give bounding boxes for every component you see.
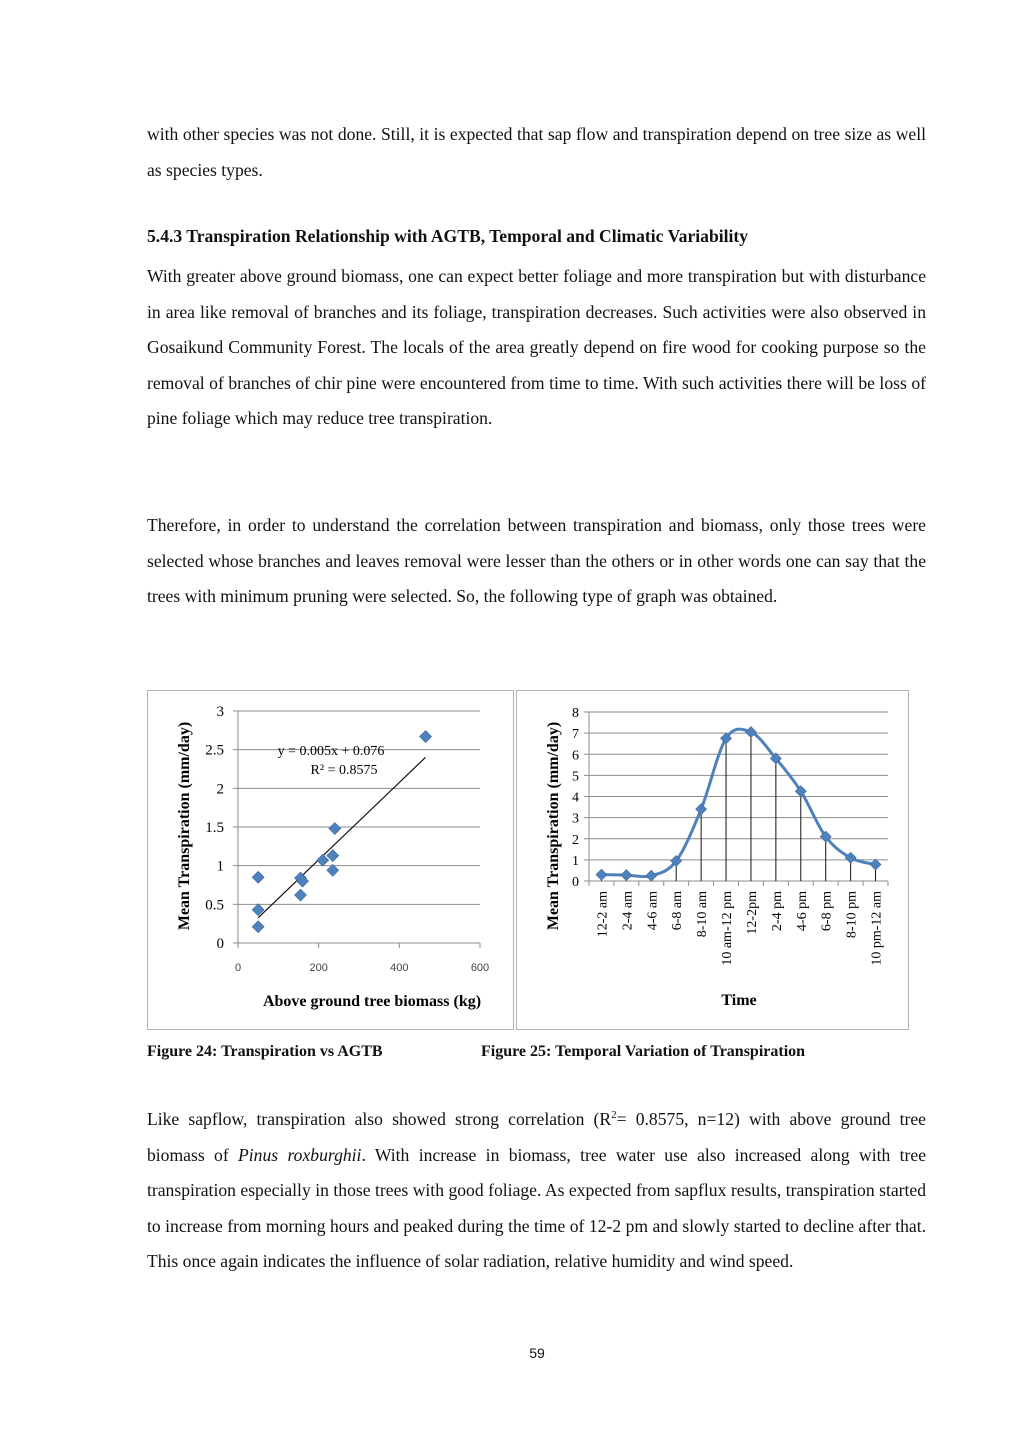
species-name: Pinus roxburghii — [238, 1144, 362, 1165]
x-tick-label: 400 — [390, 962, 409, 974]
page-number: 59 — [529, 1345, 545, 1361]
y-tick-label: 2 — [572, 832, 579, 848]
y-tick-label: 1.5 — [205, 820, 224, 836]
x-category-label: 2-4 pm — [769, 891, 785, 932]
paragraph-biomass: With greater above ground biomass, one can expect better foliage and more transpiration but with disturbance in area like removal of branches and its foliage, transpiration decreases. Such activities were also observed in Gosaikund Community Forest. The locals of the area greatly depend on fire wood for cooking purpose so the removal of branches of chir pine were encountered from time to time. With such activities there will be loss of pine foliage which may reduce tree transpiration. — [147, 266, 926, 429]
y-tick-label: 1 — [216, 858, 224, 875]
x-category-label: 2-4 am — [620, 891, 636, 931]
data-point — [252, 871, 264, 883]
figure-25-chart — [516, 690, 909, 1030]
data-point — [295, 889, 307, 901]
data-point — [696, 804, 707, 815]
x-category-label: 6-8 pm — [819, 891, 835, 932]
x-category-label: 12-2pm — [744, 891, 760, 935]
data-point — [646, 870, 657, 881]
x-tick-label: 0 — [234, 962, 242, 974]
x-tick-label: 600 — [470, 962, 490, 974]
section-heading: 5.4.3 Transpiration Relationship with AGTB, Temporal and Climatic Variability — [147, 226, 749, 246]
y-tick-label: 8 — [572, 706, 579, 721]
r-squared-superscript: 2 — [611, 1109, 617, 1122]
trendline — [258, 757, 425, 917]
y-tick-label: 3 — [572, 811, 579, 827]
y-tick-label: 4 — [572, 790, 579, 806]
y-tick-label: 5 — [572, 769, 579, 785]
scatter-chart-svg — [148, 691, 513, 1029]
y-tick-label: 1 — [572, 853, 579, 869]
y-axis-title: Mean Transpiration (mm/day) — [176, 721, 193, 931]
x-axis-title: Above ground tree biomass (kg) — [262, 993, 482, 1010]
x-tick-label: 200 — [309, 962, 328, 974]
x-category-label: 8-10 pm — [844, 891, 860, 939]
y-tick-label: 7 — [572, 727, 579, 743]
trend-equation: y = 0.005x + 0.076 — [277, 744, 385, 759]
data-point — [252, 921, 264, 933]
paragraph-selection: Therefore, in order to understand the correlation between transpiration and biomass, only those trees were selected whose branches and leaves removal were lesser than the others or in other words one can say that the trees with minimum pruning were selected. So, the following type of graph was obtained. — [147, 515, 926, 607]
data-point — [420, 731, 432, 743]
x-category-label: 10 am-12 pm — [720, 891, 736, 966]
data-point — [329, 823, 341, 835]
paragraph-intro: with other species was not done. Still, it is expected that sap flow and transpiration depend on tree size as well as species types. — [147, 124, 926, 180]
results-text-a: Like sapflow, transpiration also showed strong correlation (R — [147, 1109, 612, 1129]
x-category-label: 12-2 am — [595, 891, 611, 938]
x-category-label: 8-10 am — [695, 891, 711, 938]
x-axis-title: Time — [721, 992, 757, 1009]
r-squared-label: R² = 0.8575 — [310, 763, 378, 778]
results-text-b: = 0.8575, n=12) with above ground tree biomass of — [147, 1109, 926, 1165]
figure-24-caption: Figure 24: Transpiration vs AGTB — [147, 1043, 383, 1060]
y-tick-label: 2 — [216, 781, 224, 798]
figure-25-caption: Figure 25: Temporal Variation of Transpiration — [481, 1043, 806, 1060]
data-point — [870, 859, 881, 870]
x-category-label: 4-6 pm — [794, 891, 810, 932]
y-tick-label: 6 — [572, 748, 579, 764]
y-tick-label: 0 — [572, 875, 579, 890]
line-chart-svg — [517, 691, 908, 1029]
y-tick-label: 0 — [216, 936, 224, 952]
results-text-c: . With increase in biomass, tree water use also increased along with tree transpiration especially in those trees with good foliage. As expected from sapflux results, transpiration started to increase from morning hours and peaked during the time of 12-2 pm and slowly started to decline after that. This once again indicates the influence of solar radiation, relative humidity and wind speed. — [147, 1144, 926, 1272]
y-tick-label: 3 — [216, 704, 224, 720]
figure-24-chart — [147, 690, 514, 1030]
x-category-label: 6-8 am — [670, 891, 686, 931]
y-axis-title: Mean Transpiration (mm/day) — [545, 721, 562, 931]
y-tick-label: 0.5 — [205, 897, 224, 914]
data-point — [621, 870, 632, 881]
series-line — [601, 729, 875, 877]
data-point — [596, 869, 607, 880]
x-category-label: 4-6 am — [645, 891, 661, 931]
x-category-label: 10 pm-12 am — [869, 891, 885, 966]
y-tick-label: 2.5 — [205, 742, 224, 759]
paragraph-results — [147, 1102, 926, 1280]
